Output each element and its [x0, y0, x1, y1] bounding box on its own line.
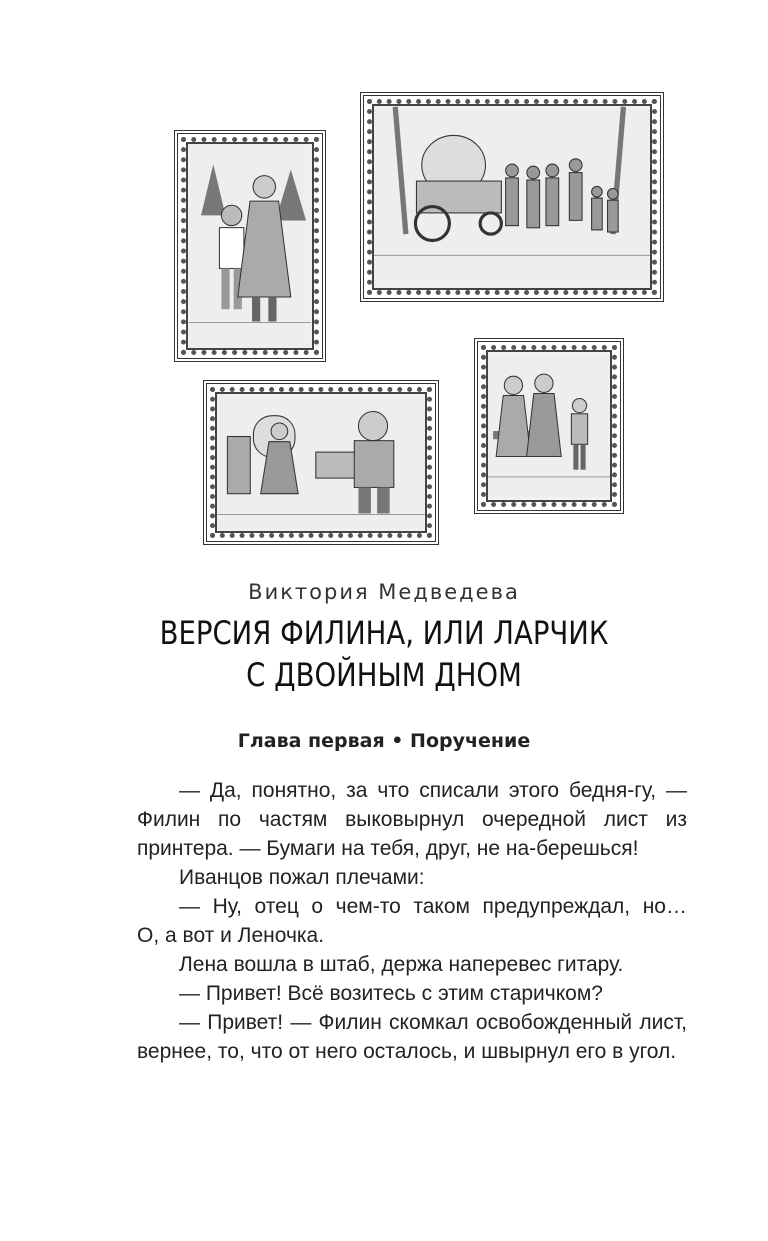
paragraph: О, а вот и Леночка.	[137, 924, 325, 947]
framed-picture-icon	[188, 144, 312, 348]
book-title	[54, 612, 714, 696]
paragraph: — Да, понятно, за что списали этого бедня-гу, — Филин по частям выковырнул очередной лист из принтера. — Бумаги на тебя, друг, не на-берешься!	[137, 779, 687, 860]
chapter-heading: Глава первая • Поручение	[237, 730, 531, 752]
paragraph: — Привет! — Филин скомкал освобожденный лист, вернее, то, что от него осталось, и швырнул его в угол.	[137, 1011, 687, 1063]
paragraph: Иванцов пожал плечами:	[179, 866, 425, 889]
illustration-winter-children	[174, 130, 326, 362]
framed-picture-icon	[488, 352, 610, 500]
book-title-line-1: ВЕРСИЯ ФИЛИНА, ИЛИ ЛАРЧИК	[159, 614, 609, 652]
framed-picture-icon	[217, 394, 425, 531]
paragraph: — Ну, отец о чем-то таком предупреждал, но…	[179, 895, 687, 918]
book-title-line-2: С ДВОЙНЫМ ДНОМ	[246, 656, 522, 694]
illustration-bench	[474, 338, 624, 514]
paragraph: — Привет! Всё возитесь с этим старичком?	[179, 982, 603, 1005]
body-text	[137, 776, 687, 1066]
paragraph: Лена вошла в штаб, держа наперевес гитару.	[179, 953, 624, 976]
illustration-cart	[360, 92, 664, 302]
illustration-bear-kitchen	[203, 380, 439, 545]
author-name: Виктория Медведева	[248, 580, 520, 604]
framed-picture-icon	[374, 106, 650, 288]
